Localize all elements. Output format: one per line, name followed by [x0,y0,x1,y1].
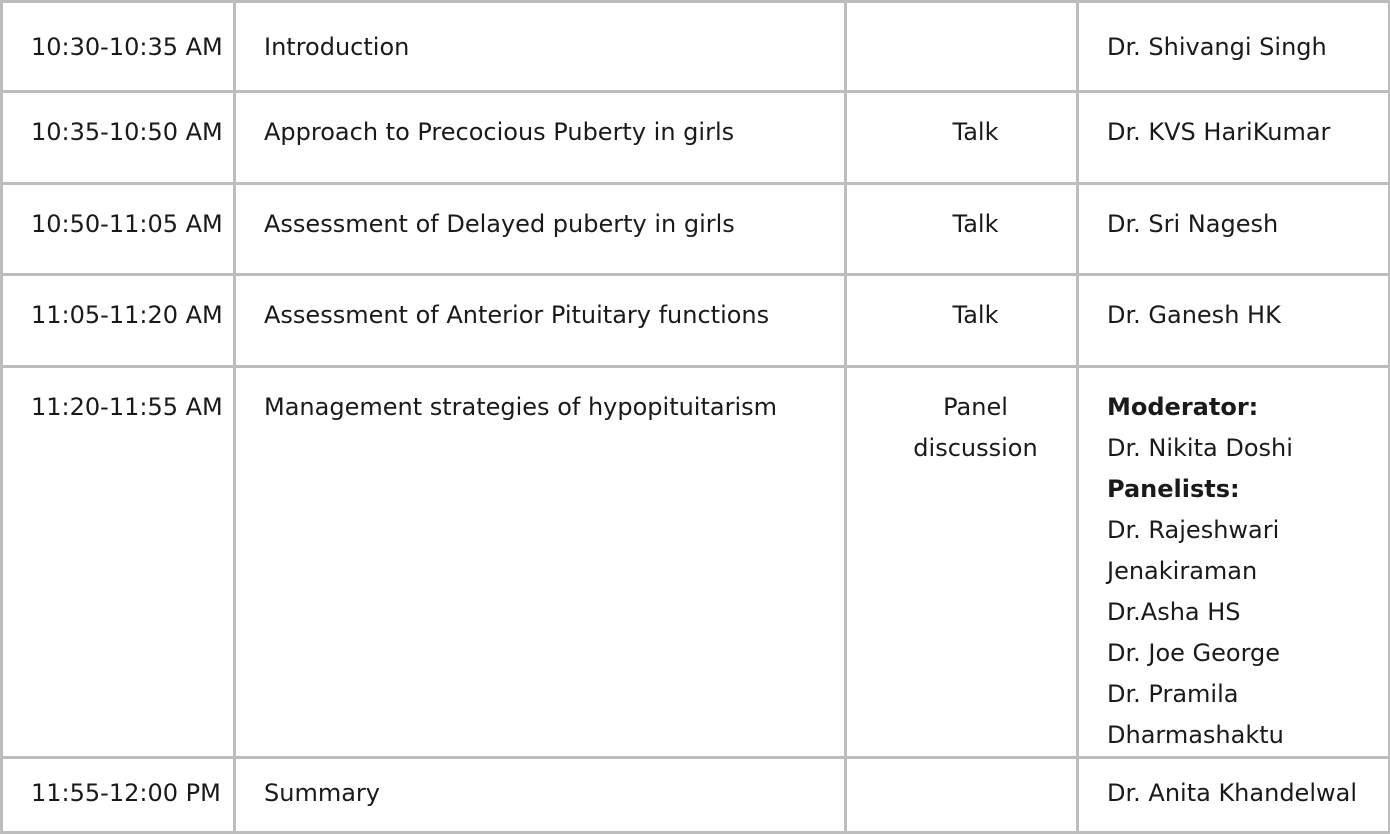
panelist-name: Dr. Rajeshwari [1107,516,1280,544]
session-topic: Summary [235,758,846,833]
table-row [2,2,1390,92]
table-row [2,92,1390,184]
session-type: Talk [846,275,1078,367]
session-type-line: Panel [943,393,1008,421]
session-speaker: Dr. Shivangi Singh [1078,2,1390,92]
table-row [2,367,1390,758]
panelist-name: Dharmashaktu [1107,721,1284,749]
session-type [846,758,1078,833]
table-row [2,275,1390,367]
panelist-name: Dr. Joe George [1107,639,1281,667]
session-type [846,367,1078,758]
session-speaker: Dr. Ganesh HK [1078,275,1390,367]
session-time: 10:50-11:05 AM [2,184,235,275]
panelist-name: Dr. Pramila [1107,680,1239,708]
panelists-label: Panelists: [1107,475,1240,503]
session-speaker: Dr. Sri Nagesh [1078,184,1390,275]
session-speaker: Dr. KVS HariKumar [1078,92,1390,184]
session-topic: Assessment of Delayed puberty in girls [235,184,846,275]
moderator-name: Dr. Nikita Doshi [1107,434,1293,462]
table-row [2,758,1390,833]
table-row [2,184,1390,275]
panelist-name: Dr.Asha HS [1107,598,1241,626]
session-type-line: discussion [913,434,1038,462]
panelist-name: Jenakiraman [1107,557,1258,585]
session-time: 11:05-11:20 AM [2,275,235,367]
session-topic: Approach to Precocious Puberty in girls [235,92,846,184]
session-type [846,2,1078,92]
moderator-label: Moderator: [1107,393,1259,421]
session-type: Talk [846,92,1078,184]
session-topic: Introduction [235,2,846,92]
session-speaker: Dr. Anita Khandelwal [1078,758,1390,833]
session-time: 11:20-11:55 AM [2,367,235,758]
session-topic: Assessment of Anterior Pituitary functions [235,275,846,367]
panel-speakers [1078,367,1390,758]
session-time: 10:30-10:35 AM [2,2,235,92]
session-type: Talk [846,184,1078,275]
session-topic: Management strategies of hypopituitarism [235,367,846,758]
session-time: 11:55-12:00 PM [2,758,235,833]
session-time: 10:35-10:50 AM [2,92,235,184]
